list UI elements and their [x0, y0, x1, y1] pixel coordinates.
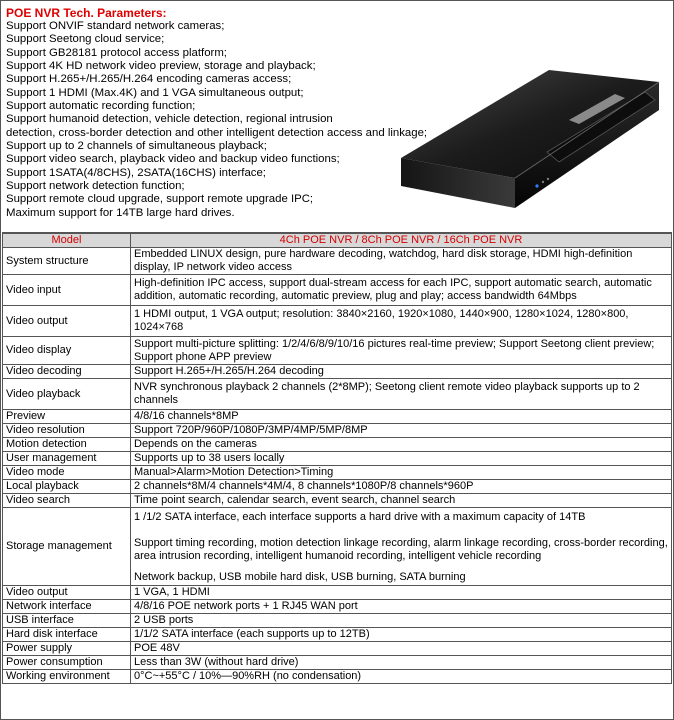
row-label: Power consumption [3, 656, 131, 670]
table-row [3, 614, 672, 628]
row-value: 1 VGA, 1 HDMI [131, 586, 672, 600]
row-label: System structure [3, 248, 131, 275]
row-label: Network interface [3, 600, 131, 614]
row-label: Video mode [3, 466, 131, 480]
table-row [3, 480, 672, 494]
table-row [3, 306, 672, 337]
row-label: Hard disk interface [3, 628, 131, 642]
table-row [3, 438, 672, 452]
table-row [3, 365, 672, 379]
table-row [3, 628, 672, 642]
feature-line: Support network detection function; [6, 180, 185, 193]
row-value: Support 720P/960P/1080P/3MP/4MP/5MP/8MP [131, 424, 672, 438]
header-cell: Model [3, 234, 131, 248]
row-label: Video display [3, 337, 131, 365]
table-row [3, 337, 672, 365]
table-header [3, 234, 672, 248]
row-value: Depends on the cameras [131, 438, 672, 452]
table-row [3, 586, 672, 600]
table-row [3, 642, 672, 656]
row-label: Local playback [3, 480, 131, 494]
row-value: 2 channels*8M/4 channels*4M/4, 8 channels*1080P/8 channels*960P [131, 480, 672, 494]
feature-line: Support humanoid detection, vehicle detection, regional intrusion [6, 113, 333, 126]
row-value: Support H.265+/H.265/H.264 decoding [131, 365, 672, 379]
row-value: 1/1/2 SATA interface (each supports up to 12TB) [131, 628, 672, 642]
storage-line: 1 /1/2 SATA interface, each interface supports a hard drive with a maximum capacity of 14TB [134, 510, 586, 523]
row-label: Video decoding [3, 365, 131, 379]
feature-line: Maximum support for 14TB large hard drives. [6, 206, 235, 219]
row-value: POE 48V [131, 642, 672, 656]
table-row-storage [3, 508, 672, 586]
feature-line: Support 1SATA(4/8CHS), 2SATA(16CHS) interface; [6, 166, 266, 179]
intro-title: POE NVR Tech. Parameters: [6, 6, 167, 20]
row-label: Storage management [3, 508, 131, 586]
nvr-device-image [397, 10, 665, 220]
feature-line: Support video search, playback video and backup video functions; [6, 153, 340, 166]
row-value: Manual>Alarm>Motion Detection>Timing [131, 466, 672, 480]
row-value: Support multi-picture splitting: 1/2/4/6/8/9/10/16 pictures real-time preview; Support Seetong client preview; Support phone APP preview [131, 337, 672, 365]
spec-table [2, 233, 672, 684]
row-value: NVR synchronous playback 2 channels (2*8MP); Seetong client remote video playback supports up to 2 channels [131, 379, 672, 410]
row-value: Less than 3W (without hard drive) [131, 656, 672, 670]
row-label: Video playback [3, 379, 131, 410]
table-row [3, 424, 672, 438]
feature-line: Support up to 2 channels of simultaneous playback; [6, 140, 267, 153]
feature-line: Support H.265+/H.265/H.264 encoding cameras access; [6, 73, 292, 86]
table-row [3, 494, 672, 508]
intro-panel [2, 2, 672, 233]
table-row [3, 379, 672, 410]
row-value: Time point search, calendar search, event search, channel search [131, 494, 672, 508]
row-value: Embedded LINUX design, pure hardware decoding, watchdog, hard disk storage, HDMI high-definition display, IP network video access [131, 248, 672, 275]
feature-line: Support remote cloud upgrade, support remote upgrade IPC; [6, 193, 314, 206]
feature-line: Support 1 HDMI (Max.4K) and 1 VGA simultaneous output; [6, 86, 304, 99]
table-row [3, 656, 672, 670]
table-row [3, 248, 672, 275]
row-value: 1 HDMI output, 1 VGA output; resolution: 3840×2160, 1920×1080, 1440×900, 1280×1024, 1280×800, 1024×768 [131, 306, 672, 337]
table-row [3, 410, 672, 424]
row-label: Preview [3, 410, 131, 424]
row-value: Supports up to 38 users locally [131, 452, 672, 466]
row-label: Working environment [3, 670, 131, 684]
row-label: Video resolution [3, 424, 131, 438]
storage-line: Network backup, USB mobile hard disk, USB burning, SATA burning [134, 570, 466, 583]
intro-feature-list [6, 20, 427, 220]
table-row [3, 670, 672, 684]
storage-line: Support timing recording, motion detection linkage recording, alarm linkage recording, cross-border recording, area intrusion recording, intelligent humanoid recording, intelligent vehicle recording [134, 536, 668, 562]
feature-line: Support automatic recording function; [6, 100, 196, 113]
row-value: 4/8/16 POE network ports + 1 RJ45 WAN port [131, 600, 672, 614]
feature-line: Support 4K HD network video preview, storage and playback; [6, 60, 316, 73]
row-value: 0°C~+55°C / 10%—90%RH (no condensation) [131, 670, 672, 684]
row-label: Video output [3, 586, 131, 600]
row-value: High-definition IPC access, support dual-stream access for each IPC, support automatic search, automatic addition, automatic recording, automatic preview, plug and play; access bandwidth 64Mbps [131, 275, 672, 306]
row-label: Motion detection [3, 438, 131, 452]
table-row [3, 466, 672, 480]
row-label: User management [3, 452, 131, 466]
feature-line: detection, cross-border detection and other intelligent detection access and linkage; [6, 126, 428, 139]
feature-line: Support Seetong cloud service; [6, 33, 165, 46]
feature-line: Support GB28181 protocol access platform; [6, 46, 227, 59]
header-cell: 4Ch POE NVR / 8Ch POE NVR / 16Ch POE NVR [131, 234, 672, 248]
row-label: Video search [3, 494, 131, 508]
table-row [3, 452, 672, 466]
row-label: Power supply [3, 642, 131, 656]
row-value [131, 508, 672, 586]
row-value: 4/8/16 channels*8MP [131, 410, 672, 424]
row-label: Video input [3, 275, 131, 306]
feature-line: Support ONVIF standard network cameras; [6, 20, 225, 32]
table-row [3, 275, 672, 306]
row-value: 2 USB ports [131, 614, 672, 628]
row-label: Video output [3, 306, 131, 337]
table-row [3, 600, 672, 614]
row-label: USB interface [3, 614, 131, 628]
